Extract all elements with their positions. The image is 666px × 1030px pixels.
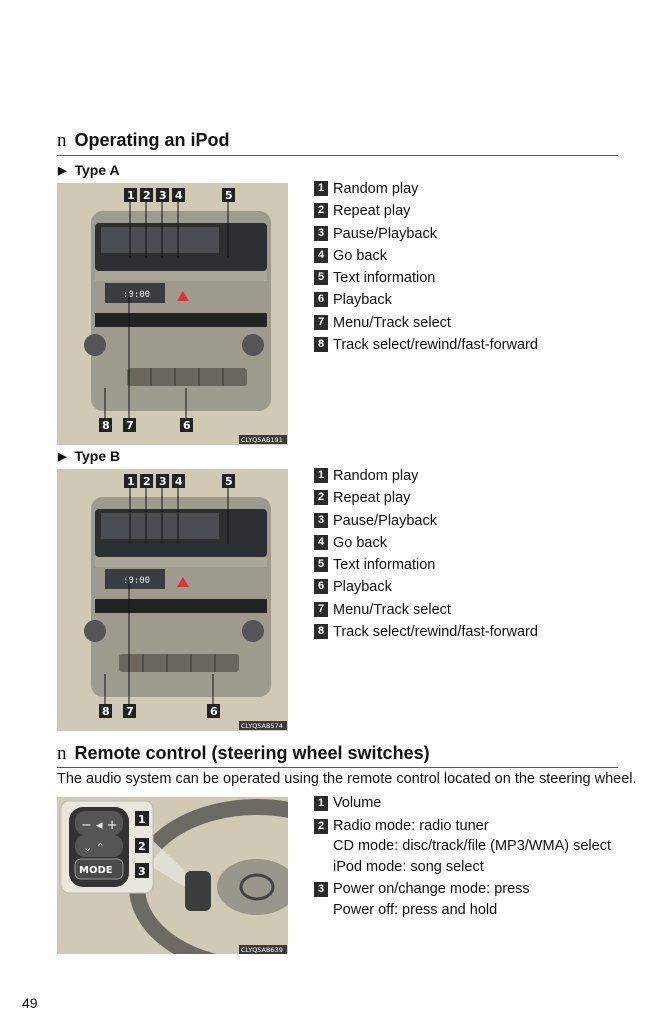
mode-label: MODE (79, 865, 113, 876)
section-heading-remote (57, 743, 430, 765)
svg-text:6: 6 (210, 705, 218, 718)
svg-text:1: 1 (127, 189, 135, 202)
image-code: CLYQ5AB639 (241, 946, 283, 954)
section-rule (57, 767, 618, 768)
svg-text:7: 7 (126, 705, 134, 718)
svg-text:5: 5 (225, 475, 233, 488)
svg-text:8: 8 (102, 419, 110, 432)
legend-item: 7 Menu/Track select (314, 599, 538, 621)
section-rule (57, 155, 618, 156)
legend-item: 7 Menu/Track select (314, 312, 538, 334)
type-a-audio-panel-image (57, 183, 288, 445)
svg-text:1: 1 (127, 475, 135, 488)
legend-item: 1 Random play (314, 465, 538, 487)
legend-item: 6 Playback (314, 289, 538, 311)
svg-text:1: 1 (138, 813, 146, 826)
svg-text:2: 2 (143, 189, 151, 202)
legend-item: 5 Text information (314, 267, 538, 289)
page-number: 49 (22, 995, 38, 1011)
legend-item: 1 Random play (314, 178, 538, 200)
image-code: CLYQ5AB574 (241, 722, 283, 730)
legend-item: 5 Text information (314, 554, 538, 576)
type-a-label: Type A (74, 162, 120, 178)
legend-item: 2 Repeat play (314, 487, 538, 509)
type-a-legend (314, 178, 538, 356)
svg-text:7: 7 (126, 419, 134, 432)
legend-item: 2 Radio mode: radio tuner CD mode: disc/track/file (MP3/WMA) select iPod mode: song select (314, 816, 611, 878)
svg-text:3: 3 (159, 475, 167, 488)
legend-item: 4 Go back (314, 532, 538, 554)
section-title: Operating an iPod (74, 130, 230, 150)
svg-text:− ◂ +: − ◂ + (81, 818, 118, 833)
svg-text:2: 2 (143, 475, 151, 488)
svg-text:3: 3 (159, 189, 167, 202)
section-title: Remote control (steering wheel switches) (74, 743, 430, 763)
svg-text:3: 3 (138, 865, 146, 878)
svg-text::0:00: :0:00 (123, 576, 151, 586)
legend-item: 3 Pause/Playback (314, 510, 538, 532)
svg-text:4: 4 (175, 189, 183, 202)
type-b-audio-panel-image (57, 469, 288, 731)
type-b-legend (314, 465, 538, 643)
section-bullet: n (57, 130, 67, 151)
legend-item: 3 Power on/change mode: press Power off: press and hold (314, 879, 611, 920)
svg-text:⌄ ⌃: ⌄ ⌃ (83, 841, 105, 854)
legend-item: 1 Volume (314, 793, 611, 814)
legend-item: 8 Track select/rewind/fast-forward (314, 334, 538, 356)
type-b-label: Type B (74, 448, 121, 464)
svg-text:8: 8 (102, 705, 110, 718)
svg-text:6: 6 (183, 419, 191, 432)
section-heading-ipod (57, 130, 230, 152)
section-bullet: n (57, 743, 67, 764)
steering-wheel-switches-image (57, 797, 288, 954)
type-b-heading (58, 448, 120, 464)
legend-item: 8 Track select/rewind/fast-forward (314, 621, 538, 643)
triangle-icon: ▶ (58, 450, 67, 463)
svg-text:4: 4 (175, 475, 183, 488)
legend-item: 6 Playback (314, 576, 538, 598)
section-intro: The audio system can be operated using the remote control located on the steering wheel. (57, 771, 637, 787)
image-code: CLYQ5AB191 (241, 436, 283, 444)
triangle-icon: ▶ (58, 164, 67, 177)
type-a-heading (58, 162, 120, 178)
svg-text::0:00: :0:00 (123, 290, 151, 300)
legend-item: 2 Repeat play (314, 200, 538, 222)
legend-item: 4 Go back (314, 245, 538, 267)
svg-text:2: 2 (138, 840, 146, 853)
remote-legend (314, 793, 611, 920)
legend-item: 3 Pause/Playback (314, 223, 538, 245)
svg-text:5: 5 (225, 189, 233, 202)
